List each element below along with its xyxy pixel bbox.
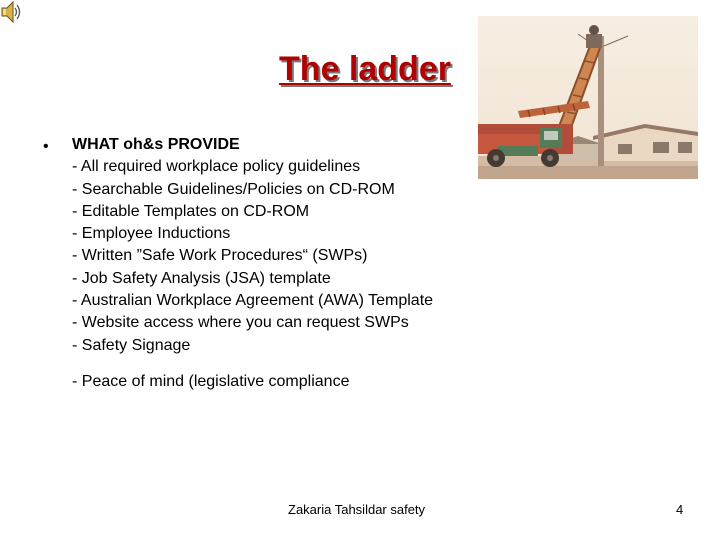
footer-author: Zakaria Tahsildar safety (288, 502, 426, 517)
list-item: - Employee Inductions (72, 225, 231, 243)
list-item: - Written ”Safe Work Procedures“ (SWPs) (72, 247, 368, 265)
bullet-marker: • (43, 138, 49, 155)
list-heading: WHAT oh&s PROVIDE (72, 136, 240, 153)
page-number: 4 (676, 502, 684, 517)
list-item: - All required workplace policy guidelines (72, 158, 361, 176)
slide-title: The ladder (279, 50, 451, 88)
list-item-last: - Peace of mind (legislative compliance (72, 372, 350, 390)
list-item: - Website access where you can request SWPs (72, 314, 409, 332)
list-item: - Job Safety Analysis (JSA) template (72, 269, 331, 287)
speaker-icon[interactable] (0, 0, 22, 24)
list-item: - Searchable Guidelines/Policies on CD-ROM (72, 180, 395, 198)
list-item: - Safety Signage (72, 336, 191, 354)
slide-body (72, 134, 492, 393)
ladder-truck-photo (478, 16, 698, 179)
list-item: - Australian Workplace Agreement (AWA) Template (72, 292, 434, 310)
list-item: - Editable Templates on CD-ROM (72, 202, 310, 220)
